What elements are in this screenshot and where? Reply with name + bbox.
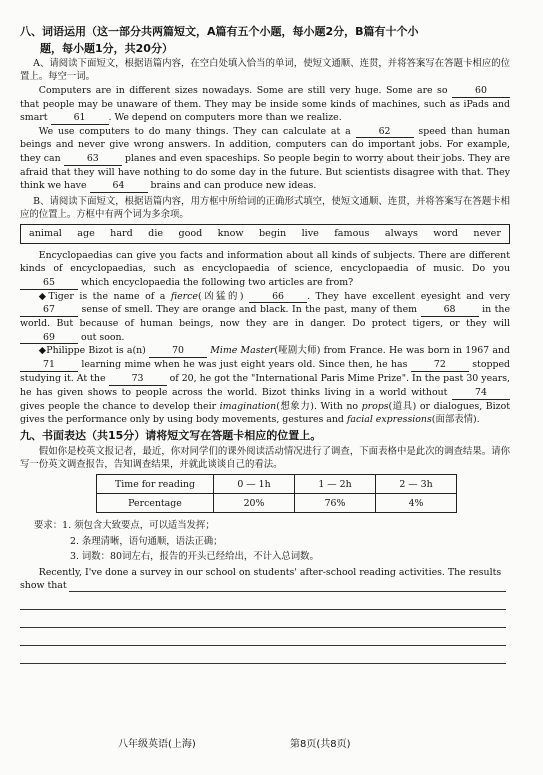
text-span: planes and even spaceships. So people begin to worry about their jobs. They are afraid that they will have nothing to do some day in the future. But scientists disagree with that. They think we have bbox=[20, 152, 511, 191]
text-span: ◆Tiger is the name of a bbox=[38, 290, 166, 302]
text-span: which encyclopaedia the following two articles are from? bbox=[80, 276, 354, 288]
table-cell: 20% bbox=[214, 494, 295, 513]
text-span: that people may be unaware of them. They may be inside some kinds of machines, such as iPads and smart bbox=[20, 98, 510, 123]
text-span: stopped studying it. At the bbox=[20, 359, 511, 384]
blank-73: 73 bbox=[109, 374, 167, 386]
text-span: brains and can produce new ideas. bbox=[150, 179, 317, 191]
text-span: of 20, he got the "International Paris Mime Prize". In the past 30 years, he has given shows to people across the world. Bizot thinks living in a world without bbox=[20, 372, 511, 398]
part-a-paragraph-2 bbox=[20, 125, 510, 193]
word-box-item: hard bbox=[110, 228, 133, 240]
section-8-title-cont: 题，每小题1分，共20分） bbox=[40, 41, 173, 55]
text-span: sense of smell. They are orange and black. In the past, many of them bbox=[81, 304, 418, 316]
part-b-paragraph-2 bbox=[20, 290, 510, 345]
text-span: . They have excellent eyesight and very bbox=[307, 290, 510, 302]
writing-line bbox=[20, 610, 506, 628]
blank-61: 61 bbox=[51, 113, 109, 125]
requirement-text: 1. 须包含大致要点，可以适当发挥； bbox=[62, 520, 215, 532]
text-span: . We depend on computers more than we realize. bbox=[108, 111, 342, 123]
writing-line bbox=[69, 579, 506, 592]
table-cell: 76% bbox=[295, 494, 376, 513]
writing-starter-cont: show that bbox=[20, 579, 67, 591]
writing-line bbox=[20, 592, 506, 610]
table-header-cell: Time for reading bbox=[97, 475, 214, 494]
writing-starter: Recently, I've done a survey in our school on students' after-school reading activities. The results bbox=[38, 566, 502, 578]
text-span: props bbox=[361, 400, 389, 412]
table-cell: Percentage bbox=[97, 494, 214, 513]
requirement-line bbox=[34, 518, 510, 533]
text-span: or dialogues, Bizot gives the performance only by using body movements, gestures and bbox=[20, 400, 510, 425]
text-span: . bbox=[476, 413, 480, 425]
text-span: facial expressions bbox=[346, 413, 432, 425]
footer-page-number: 第8页(共8页) bbox=[290, 739, 351, 750]
text-span: gives people the chance to develop their bbox=[20, 400, 217, 412]
blank-72: 72 bbox=[411, 360, 469, 372]
requirement-line: 2. 条理清晰，语句通顺，语法正确； bbox=[70, 535, 223, 547]
part-b-paragraph-3 bbox=[20, 344, 510, 426]
part-a-paragraph-1 bbox=[20, 84, 510, 125]
blank-60: 60 bbox=[452, 86, 510, 98]
blank-74: 74 bbox=[452, 388, 510, 400]
word-box bbox=[20, 224, 510, 244]
word-box-item: good bbox=[178, 228, 203, 240]
text-span: from France. He was born in 1967 and bbox=[323, 345, 510, 357]
word-box-item: animal bbox=[29, 228, 62, 240]
text-span: imagination bbox=[219, 400, 277, 412]
text-span: learning mime when he was just eight years old. Since then, he has bbox=[81, 359, 408, 371]
section-8-title: 八、词语运用（这一部分共两篇短文，A篇有五个小题，每小题2分，B篇有十个小 bbox=[20, 25, 419, 38]
text-span: Mime Master bbox=[210, 345, 275, 357]
blank-64: 64 bbox=[90, 181, 148, 193]
blank-71: 71 bbox=[20, 360, 78, 372]
table-row bbox=[97, 475, 457, 494]
table-row bbox=[97, 494, 457, 513]
text-span: in the world. But because of human beings, now they are in danger. Do protect tigers, or they will bbox=[20, 304, 511, 330]
survey-table bbox=[96, 474, 457, 513]
footer-subject: 八年级英语(上海) bbox=[118, 739, 196, 750]
writing-line bbox=[20, 646, 506, 664]
text-span: We use computers to do many things. They can calculate at a bbox=[38, 125, 351, 137]
section-9-title: 九、书面表达（共15分）请将短文写在答题卡相应的位置上。 bbox=[20, 429, 322, 443]
word-box-item: famous bbox=[334, 228, 370, 240]
blank-67: 67 bbox=[20, 305, 78, 317]
requirements-label: 要求： bbox=[34, 520, 63, 532]
blank-62: 62 bbox=[356, 127, 414, 139]
word-box-item: begin bbox=[259, 228, 287, 240]
word-box-item: die bbox=[148, 228, 164, 240]
table-header-cell: 2 — 3h bbox=[376, 475, 457, 494]
requirements bbox=[34, 518, 510, 563]
writing-prompt: 假如你是校英文报记者，最近，你对同学们的课外阅读活动情况进行了调查，下面表格中是此次的调查结果。请你写一份英文调查报告，告知调查结果，并就此谈谈自己的看法。 bbox=[20, 445, 510, 471]
text-span: Encyclopaedias can give you facts and information about all kinds of subjects. There are different kinds of encyclopaedias, such as encyclopaedia of science, encyclopaedia of music. Do you bbox=[20, 250, 510, 275]
table-header-cell: 1 — 2h bbox=[295, 475, 376, 494]
part-b-paragraph-1 bbox=[20, 249, 510, 290]
part-b-instruction: B、请阅读下面短文，根据语篇内容，用方框中所给词的正确形式填空，使短文通顺、连贯，并将答案写在答题卡相应的位置上。方框中有两个词为多余项。 bbox=[20, 195, 510, 221]
text-span: (面部表情) bbox=[431, 413, 477, 425]
blank-68: 68 bbox=[421, 305, 479, 317]
part-a-instruction: A、请阅读下面短文，根据语篇内容，在空白处填入恰当的单词，使短文通顺、连贯，并将答案写在答题卡相应的位置上。每空一词。 bbox=[20, 58, 510, 83]
word-box-item: know bbox=[217, 228, 244, 240]
blank-66: 66 bbox=[249, 292, 307, 304]
text-span: (凶猛的) bbox=[197, 290, 244, 302]
blank-65: 65 bbox=[20, 278, 78, 290]
blank-70: 70 bbox=[149, 346, 207, 358]
blank-69: 69 bbox=[20, 333, 78, 345]
table-cell: 4% bbox=[376, 494, 457, 513]
word-box-item: never bbox=[473, 228, 501, 240]
word-box-item: always bbox=[384, 228, 418, 240]
text-span: fierce bbox=[170, 290, 198, 302]
text-span: . With no bbox=[313, 400, 359, 412]
writing-line bbox=[20, 628, 506, 646]
text-span: ◆Philippe Bizot is a(n) bbox=[38, 345, 146, 357]
text-span: (想象力) bbox=[276, 400, 314, 412]
text-span: speed than human beings and never give wrong answers. In addition, computers can do important jobs. For example, they can bbox=[20, 125, 510, 164]
requirement-line: 3. 词数：80词左右，报告的开头已经给出，不计入总词数。 bbox=[70, 550, 319, 562]
text-span: (道具) bbox=[388, 400, 417, 412]
word-box-item: age bbox=[77, 228, 95, 240]
text-span: out soon. bbox=[80, 331, 125, 343]
table-header-cell: 0 — 1h bbox=[214, 475, 295, 494]
text-span: Computers are in different sizes nowadays. Some are still very huge. Some are so bbox=[38, 84, 448, 96]
writing-first-line bbox=[20, 579, 510, 592]
word-box-item: word bbox=[433, 228, 459, 240]
text-span: (哑剧大师) bbox=[274, 345, 321, 357]
word-box-item: live bbox=[301, 228, 319, 240]
blank-63: 63 bbox=[64, 154, 122, 166]
